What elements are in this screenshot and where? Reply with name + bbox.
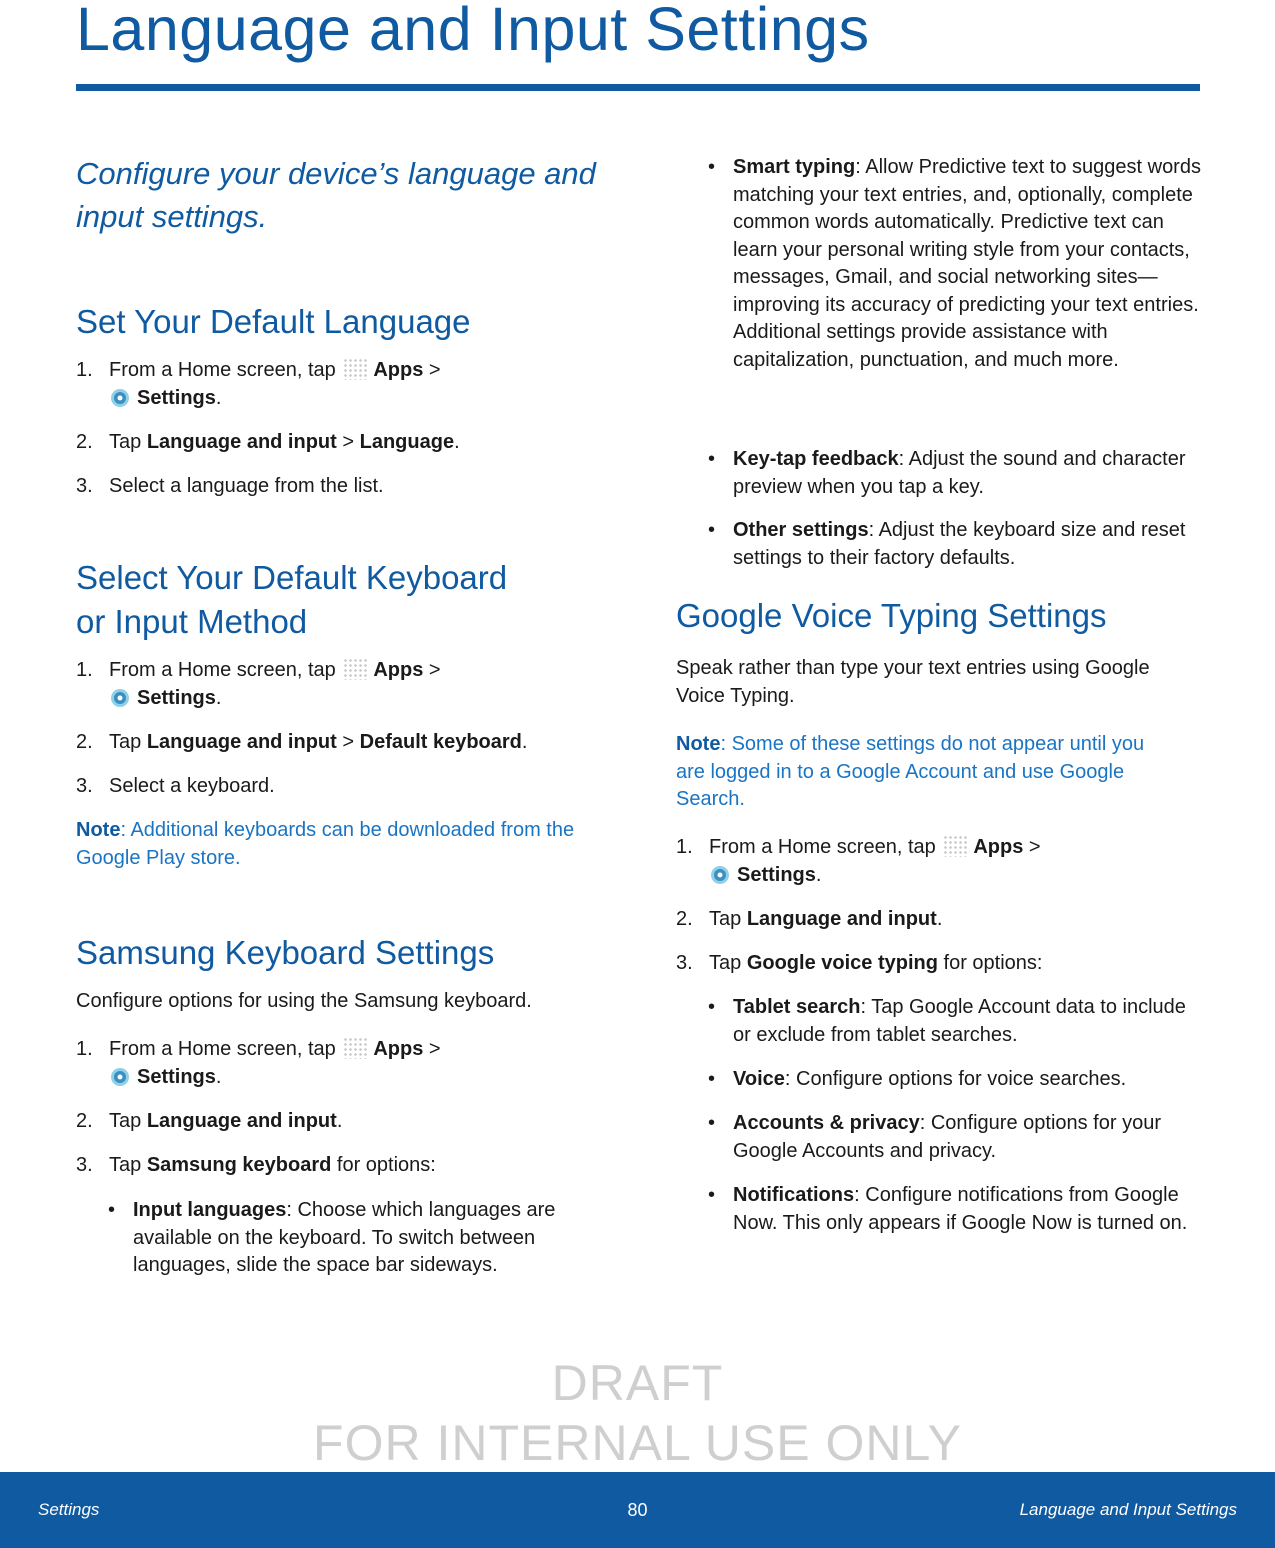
page-footer — [0, 1472, 1275, 1548]
google-voice-description: Speak rather than type your text entries using Google Voice Typing. — [676, 657, 1150, 707]
watermark-draft: DRAFT — [551, 1355, 724, 1411]
heading-default-keyboard: Select Your Default Keyboard or Input Method — [76, 559, 508, 640]
footer-chapter: Language and Input Settings — [1019, 1500, 1237, 1519]
intro-text: Configure your device’s language and input settings. — [76, 156, 596, 234]
title-divider — [76, 84, 1200, 91]
settings-gear-icon — [109, 387, 131, 409]
apps-grid-icon — [943, 835, 969, 857]
keyboard-note: Note: Additional keyboards can be downloaded from the Google Play store. — [76, 819, 575, 869]
samsung-keyboard-description: Configure options for using the Samsung keyboard. — [76, 990, 532, 1012]
watermark-internal: FOR INTERNAL USE ONLY — [313, 1415, 962, 1471]
page-number: 80 — [627, 1500, 648, 1520]
settings-gear-icon — [109, 687, 131, 709]
apps-grid-icon — [343, 1037, 369, 1059]
apps-grid-icon — [343, 358, 369, 380]
heading-set-default-language: Set Your Default Language — [76, 303, 471, 340]
heading-samsung-keyboard: Samsung Keyboard Settings — [76, 934, 495, 971]
apps-grid-icon — [343, 658, 369, 680]
settings-gear-icon — [109, 1066, 131, 1088]
footer-section: Settings — [38, 1500, 100, 1519]
page-title: Language and Input Settings — [76, 0, 870, 63]
settings-gear-icon — [709, 864, 731, 886]
google-voice-note: Note: Some of these settings do not appear until you are logged in to a Google Account and use Google Search. — [676, 733, 1145, 810]
heading-google-voice: Google Voice Typing Settings — [676, 597, 1107, 634]
